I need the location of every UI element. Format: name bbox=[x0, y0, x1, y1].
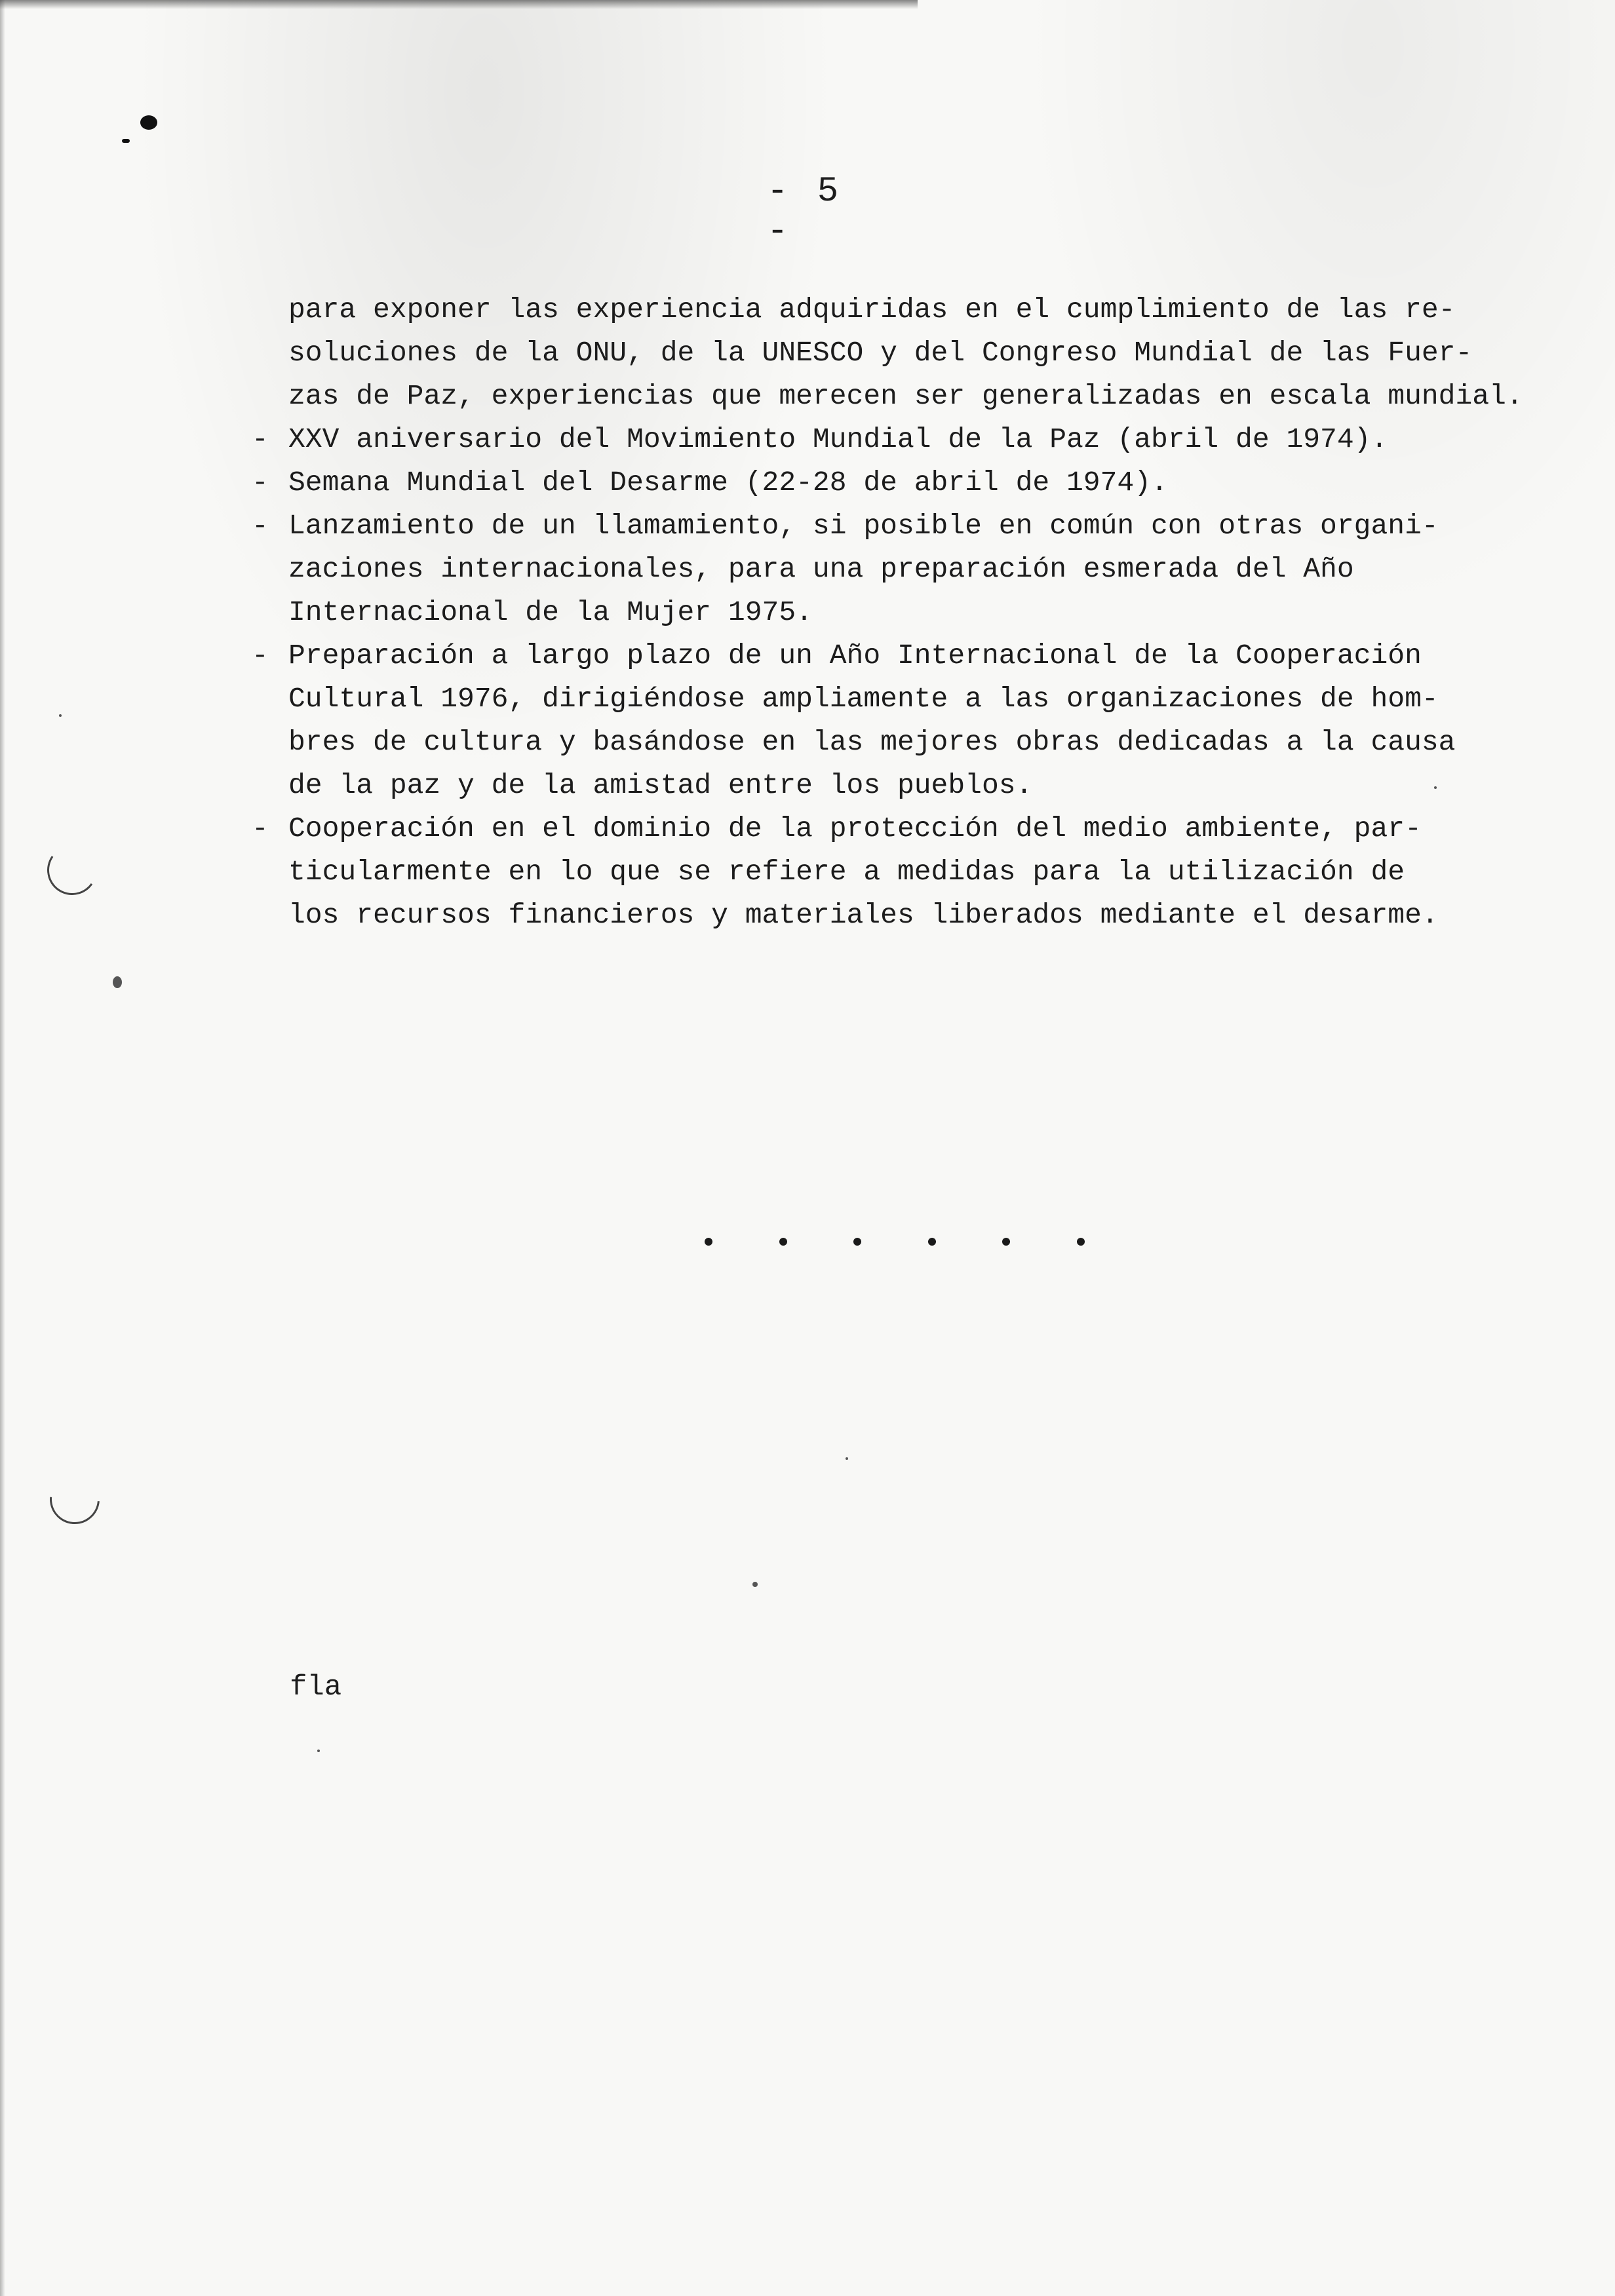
bullet-dash: - bbox=[252, 640, 269, 672]
scan-speck bbox=[846, 1457, 848, 1460]
document-body bbox=[252, 288, 1573, 937]
bullet-dash: - bbox=[252, 813, 269, 845]
typist-initials: fla bbox=[290, 1671, 342, 1704]
separator-dot bbox=[1002, 1238, 1010, 1246]
ink-blot bbox=[140, 115, 157, 130]
scan-speck bbox=[752, 1582, 758, 1587]
list-item-text: Cooperación en el dominio de la protección del medio ambiente, par- bbox=[288, 813, 1422, 845]
ink-mark bbox=[122, 139, 130, 143]
list-item-continuation: bres de cultura y basándose en las mejores obras dedicadas a la causa bbox=[288, 726, 1456, 758]
scan-top-edge bbox=[0, 0, 918, 9]
list-item bbox=[252, 634, 1573, 678]
list-item-continuation: de la paz y de la amistad entre los pueblos. bbox=[288, 769, 1033, 801]
separator-dot bbox=[779, 1238, 787, 1246]
page-number: - 5 - bbox=[767, 172, 843, 252]
list-item-continuation: ticularmente en lo que se refiere a medidas para la utilización de bbox=[288, 856, 1405, 888]
bullet-dash: - bbox=[252, 467, 269, 499]
list-item-continuation: zaciones internacionales, para una preparación esmerada del Año bbox=[288, 553, 1354, 585]
scan-left-edge bbox=[0, 0, 5, 2296]
bullet-dash: - bbox=[252, 423, 269, 455]
list-item-continuation: los recursos financieros y materiales liberados mediante el desarme. bbox=[288, 899, 1439, 931]
list-item-text: Semana Mundial del Desarme (22-28 de abril de 1974). bbox=[288, 467, 1168, 499]
scan-speck bbox=[59, 714, 62, 717]
paragraph-line: soluciones de la ONU, de la UNESCO y del Congreso Mundial de las Fuer- bbox=[288, 337, 1473, 369]
section-separator bbox=[705, 1232, 1085, 1252]
separator-dot bbox=[853, 1238, 861, 1246]
bullet-dash: - bbox=[252, 510, 269, 542]
list-item-continuation: Internacional de la Mujer 1975. bbox=[288, 596, 813, 628]
list-item-continuation: Cultural 1976, dirigiéndose ampliamente a las organizaciones de hom- bbox=[288, 683, 1439, 715]
separator-dot bbox=[705, 1238, 712, 1246]
punch-hole-mark bbox=[43, 841, 101, 899]
scan-speck bbox=[317, 1750, 320, 1752]
list-item-text: Preparación a largo plazo de un Año Internacional de la Cooperación bbox=[288, 640, 1422, 672]
separator-dot bbox=[928, 1238, 936, 1246]
list-item bbox=[252, 418, 1573, 461]
list-item-text: XXV aniversario del Movimiento Mundial de la Paz (abril de 1974). bbox=[288, 423, 1388, 455]
paragraph-line: zas de Paz, experiencias que merecen ser generalizadas en escala mundial. bbox=[288, 380, 1523, 412]
separator-dot bbox=[1077, 1238, 1085, 1246]
list-item bbox=[252, 461, 1573, 505]
list-item-text: Lanzamiento de un llamamiento, si posible en común con otras organi- bbox=[288, 510, 1439, 542]
punch-hole-mark bbox=[39, 1464, 109, 1534]
list-item bbox=[252, 505, 1573, 548]
paragraph-line: para exponer las experiencia adquiridas en el cumplimiento de las re- bbox=[288, 294, 1456, 326]
list-item bbox=[252, 807, 1573, 851]
scan-speck bbox=[113, 976, 122, 988]
